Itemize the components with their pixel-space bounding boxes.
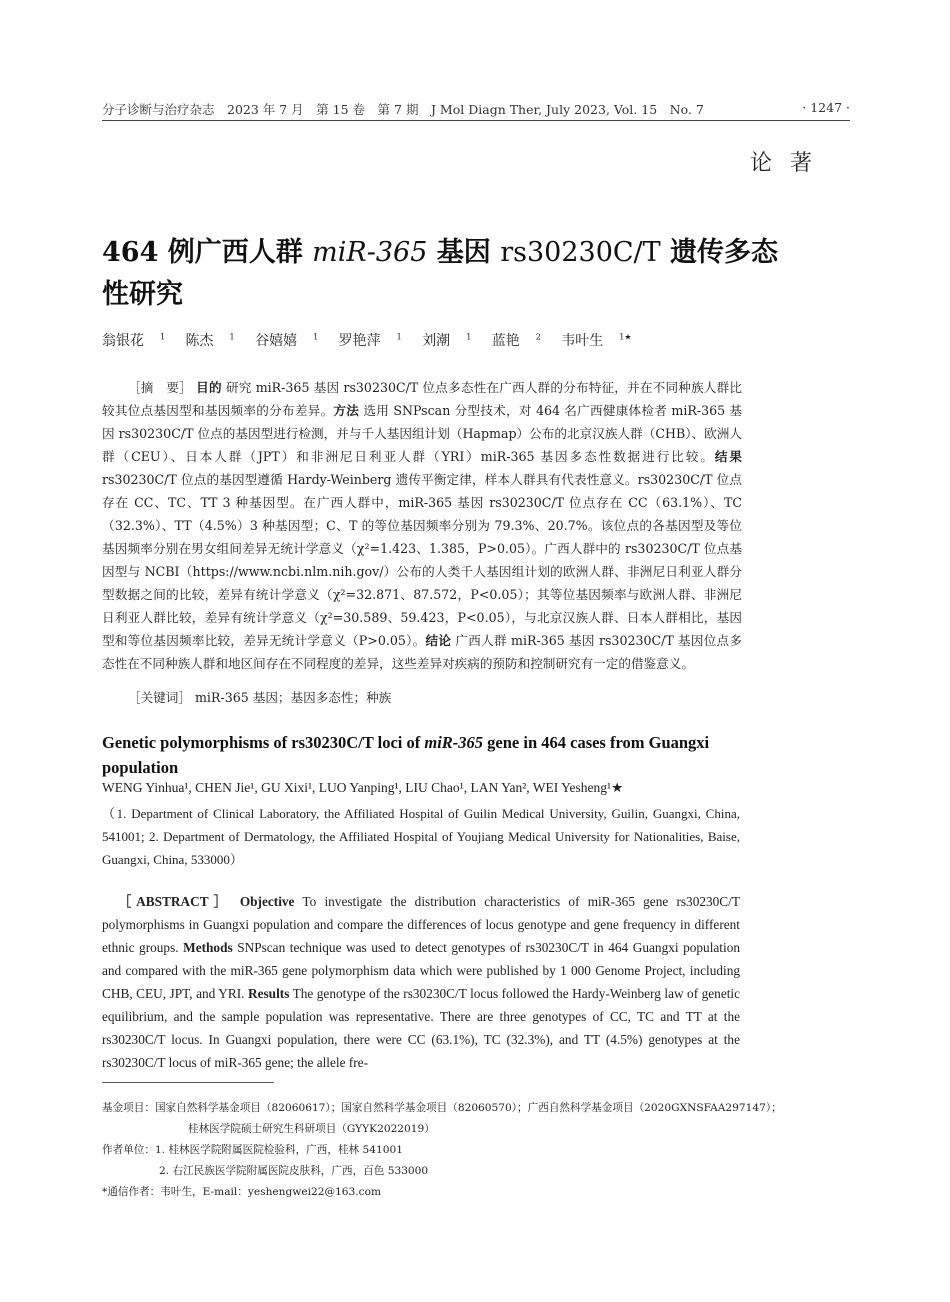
english-title-gene: miR-365 [424,733,484,752]
page-number: · 1247 · [802,100,850,115]
results-label: 结果 [714,449,742,464]
english-title-part1: Genetic polymorphisms of rs30230C/T loci of [102,733,425,752]
author: 翁银花 $^1$ [102,332,166,349]
methods-text: 选用 SNPscan 分型技术，对 464 名广西健康体检者 miR-365 基因 rs30230C/T 位点的基因型进行检测，并与千人基因组计划（Hapmap）公布的北京汉族人群（CHB）、欧洲人群（CEU）、日本人群（JPT）和非洲尼日利亚人群（YRI）miR-365 基因多态性数据进行比较。 [102,403,742,464]
author-list [102,330,648,350]
en-objective-label: Objective [239,894,295,909]
title-locus: rs30230C/T [500,237,661,268]
en-abstract-label: ［ABSTRACT］ [118,894,232,909]
title-part3: 遗传多态性研究 [102,237,779,310]
english-title [102,730,752,780]
corresponding-author: *通信作者：韦叶生，E-mail：yeshengwei22@163.com [102,1186,382,1198]
author: 谷嬉嬉 $^1$ [255,332,319,349]
en-results-label: Results [248,986,290,1001]
conclusion-text: 广西人群 miR-365 基因 rs30230C/T 基因位点多态性在不同种族人群和地区间存在不同程度的差异，这些差异对疾病的预防和控制研究有一定的借鉴意义。 [102,633,742,671]
abstract-chinese [102,376,742,675]
english-affiliations: （1. Department of Clinical Laboratory, the Affiliated Hospital of Guilin Medical University, Guilin, Guangxi, China, 541001; 2. Department of Dermatology, the Affiliated Hospital of Youjiang Medical University for Nationalities, Baise, Guangxi, China, 533000） [102,806,740,867]
author: 刘潮 $^1$ [422,332,472,349]
english-authors: WENG Yinhua¹, CHEN Jie¹, GU Xixi¹, LUO Yanping¹, LIU Chao¹, LAN Yan², WEI Yesheng¹★ [102,780,624,795]
unit-line: 作者单位：1. 桂林医学院附属医院检验科，广西，桂林 541001 [102,1144,403,1156]
fund-line: 基金项目：国家自然科学基金项目（82060617）；国家自然科学基金项目（82060570）；广西自然科学基金项目（2020GXNSFAA297147）； [102,1102,782,1114]
title-part1: 464 例广西人群 [102,237,313,268]
unit-line: 2. 右江民族医学院附属医院皮肤科，广西，百色 533000 [159,1165,429,1177]
author: 蓝艳 $^2$ [491,332,541,349]
footnotes [102,1098,842,1203]
en-results-text: The genotype of the rs30230C/T locus followed the Hardy-Weinberg law of genetic equilibrium, and the sample population was representative. There are three genotypes of CC, TC and TT at the rs30230C/T locus. In Guangxi population, there were CC (63.1%), TC (32.3%), and TT (4.5%) genotypes at the rs30230C/T locus of miR-365 gene; the allele fre- [102,986,741,1070]
author: 罗艳萍 $^1$ [338,332,402,349]
en-objective-text: To investigate the distribution characteristics of miR-365 gene rs30230C/T polymorphisms in Guangxi population and compare the differences of locus genotype and gene frequency in different ethnic groups. [102,894,740,955]
author: 韦叶生 $^{1★}$ [561,332,632,349]
journal-info: 分子诊断与治疗杂志 2023 年 7 月 第 15 卷 第 7 期 J Mol Diagn Ther, July 2023, Vol. 15 No. 7 [102,102,704,117]
objective-text: 研究 miR-365 基因 rs30230C/T 位点多态性在广西人群的分布特征，并在不同种族人群比较其位点基因型和基因频率的分布差异。 [102,380,742,418]
keywords-text: miR-365 基因；基因多态性；种族 [194,690,392,705]
title-part2: 基因 [427,237,501,268]
keywords-label: ［关键词］ [128,690,191,705]
title-gene: miR-365 [312,237,428,268]
footnote-divider [102,1082,274,1083]
english-title-part2: gene in 464 cases from Guangxi population [102,733,710,777]
results-text: rs30230C/T 位点的基因型遵循 Hardy-Weinberg 遗传平衡定律，样本人群具有代表性意义。rs30230C/T 位点存在 CC、TC、TT 3 种基因型。在广西人群中，miR-365 基因 rs30230C/T 位点存在 CC（63.1%）、TC（32.3%）、TT（4.5%）3 种基因型；C、T 的等位基因频率分别为 79.3%、20.7%。该位点的各基因型及等位基因频率分别在男女组间差异无统计学意义（χ²=1.423、1.385，P>0.05）。广西人群中的 rs30230C/T 位点基因型与 NCBI（https://www.ncbi.nlm.nih.gov/）公布的人类千人基因组计划的欧洲人群、非洲尼日利亚人群分型数据之间的比较，差异有统计学意义（χ²=32.871、87.572，P<0.05）；其等位基因频率与欧洲人群、非洲尼日利亚人群比较，差异有统计学意义（χ²=30.589、59.423，P<0.05），与北京汉族人群、日本人群相比，基因型和等位基因频率比较，差异无统计学意义（P>0.05）。 [102,472,742,648]
en-methods-text: SNPscan technique was used to detect genotypes of rs30230C/T in 464 Guangxi population and compared with the miR-365 gene polymorphism data which were published by 1 000 Genome Project, including CHB, CEU, JPT, and YRI. [102,940,740,1001]
fund-line: 桂林医学院硕士研究生科研项目（GYYK2022019） [188,1123,435,1135]
abstract-english [102,890,740,1074]
conclusion-label: 结论 [425,633,452,648]
keywords-chinese [128,687,391,706]
article-title [102,232,782,316]
en-methods-label: Methods [183,940,233,955]
methods-label: 方法 [333,403,360,418]
objective-label: 目的 [196,380,222,395]
running-header [102,98,850,121]
author: 陈杰 $^1$ [185,332,235,349]
section-label: 论著 [749,151,830,176]
abstract-label: ［摘 要］ [128,380,192,395]
